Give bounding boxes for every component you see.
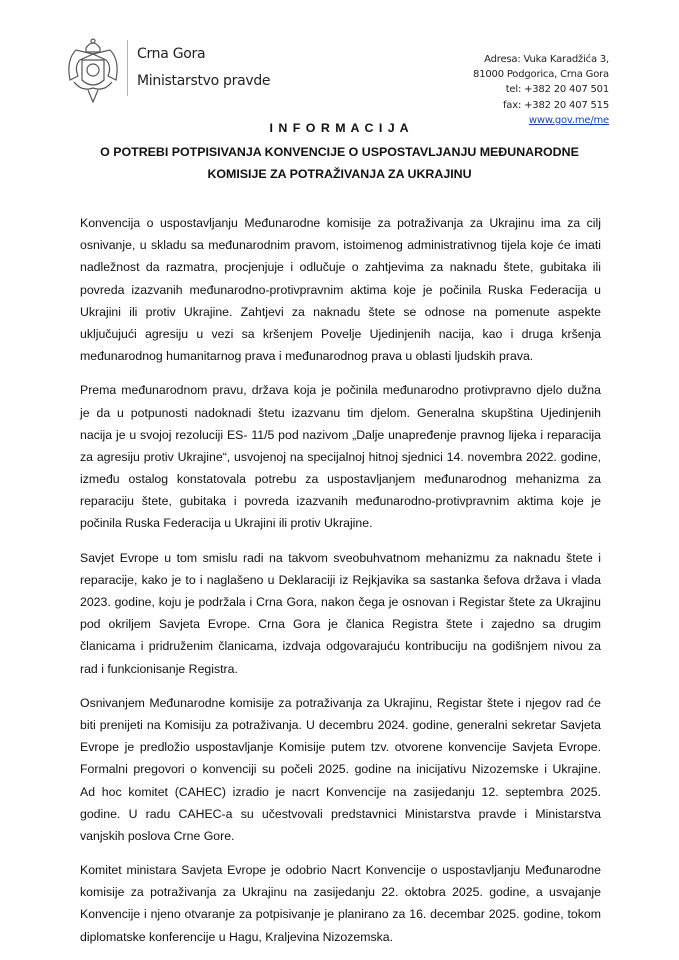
- paragraph-line: Komitet ministara Savjeta Evrope je odobrio Nacrt Konvencije o uspostavljanju Međunarodne: [80, 863, 601, 878]
- paragraph-line: između ostalog konstatovala potrebu za uspostavljanjem međunarodnog mehanizma za: [80, 472, 601, 487]
- paragraph-line: Konvencija o uspostavljanju Međunarodne komisije za potraživanja za Ukrajinu ima za cilj: [80, 216, 601, 230]
- paragraph-line: Prema međunarodnom pravu, država koja je počinila međunarodno protivpravno djelo dužna: [80, 383, 601, 398]
- paragraph-line: Savjet Evrope u tom smislu radi na takvom sveobuhvatnom mehanizmu za naknadu štete i: [80, 550, 601, 565]
- paragraph-line: počinila Ruska Federacija u Ukrajini ili protiv Ukrajine.: [80, 516, 373, 531]
- paragraph-line: rad i funkcionisanje Registra.: [80, 661, 238, 676]
- paragraph: [80, 379, 601, 534]
- paragraph-line: pod okriljem Savjeta Evrope. Crna Gora je članica Registra štete i zajedno sa drugim: [80, 617, 601, 632]
- address-line: Adresa: Vuka Karadžića 3,: [484, 54, 609, 65]
- address-line: 81000 Podgorica, Crna Gora: [473, 69, 609, 81]
- paragraph-line: Formalni pregovori o konvenciji su počeli 2025. godine na inicijativu Nizozemske i Ukrajine.: [80, 762, 601, 777]
- paragraph-line: međunarodnog humanitarnog prava i međunarodnog prava u oblasti ljudskih prava.: [80, 349, 534, 364]
- website-link[interactable]: www.gov.me/me: [528, 114, 609, 126]
- paragraph-line: Evrope je predložio uspostavljanje Komisije putem tzv. otvorene konvencije Savjeta Evrope.: [80, 740, 601, 755]
- paragraph-line: reparacije, kako je to i naglašeno u Deklaraciji iz Rejkjavika sa sastanka šefova država i vlada: [80, 572, 601, 587]
- document-title-line: KOMISIJE ZA POTRAŽIVANJA ZA UKRAJINU: [207, 167, 472, 181]
- paragraph-line: za agresiju protiv Ukrajine“, usvojenoj na specijalnoj hitnoj sjednici 14. novembra 2022. godine,: [80, 449, 601, 464]
- paragraph-line: 2023. godine, koju je podržala i Crna Gora, nakon čega je osnovan i Registar štete za Ukrajinu: [80, 595, 601, 609]
- paragraph-line: Konvencije i njeno otvaranje za potpisivanje je planirano za 16. decembar 2025. godine, tokom: [80, 907, 601, 922]
- document-title-line: O POTREBI POTPISIVANJA KONVENCIJE O USPOSTAVLJANJU MEĐUNARODNE: [100, 145, 579, 159]
- paragraph-line: komisije za potraživanja za Ukrajinu na zasijedanju 22. oktobra 2025. godine, a usvajanje: [80, 885, 601, 900]
- paragraph-line: godine. U radu CAHEC-a su učestvovali predstavnici Ministarstva pravde i Ministarstva: [80, 806, 601, 821]
- paragraph: [80, 859, 601, 948]
- paragraph-line: biti prenijeti na Komisiju za potraživanja. U decembru 2024. godine, generalni sekretar Savjeta: [80, 717, 601, 732]
- document-heading: I N F O R M A C I J A: [269, 121, 410, 135]
- paragraph-line: je da u potpunosti nadoknadi štetu izazvanu tim djelom. Generalna skupština Ujedinjenih: [80, 405, 601, 420]
- paragraph: [80, 212, 601, 367]
- coat-of-arms-logo: [64, 36, 122, 106]
- paragraph-line: Osnivanjem Međunarodne komisije za potraživanja za Ukrajinu, Registar štete i njegov rad će: [80, 695, 601, 710]
- paragraph-line: nadležnost da razmatra, procjenjuje i odlučuje o zahtjevima za naknadu štete, gubitaka ili: [80, 260, 601, 275]
- phone: tel: +382 20 407 501: [505, 84, 609, 96]
- org-country: Crna Gora: [137, 46, 206, 62]
- paragraph-line: Ad hoc komitet (CAHEC) izradio je nacrt Konvencije na zasijedanju 12. septembra 2025.: [80, 784, 601, 799]
- paragraph-line: diplomatske konferencije u Hagu, Kraljevina Nizozemska.: [80, 929, 394, 944]
- paragraph: [80, 547, 601, 680]
- paragraph-line: vanjskih poslova Crne Gore.: [80, 828, 235, 843]
- paragraph-line: povreda izazvanih međunarodno-protivpravnim aktima koje je počinila Ruska Federacija u: [80, 282, 601, 297]
- paragraph-line: Ukrajini ili protiv Ukrajine. Zahtjevi za naknadu štete se odnose na pomenute aspekte: [80, 304, 601, 319]
- paragraph-line: uključujući agresiju u vezi sa kršenjem Povelje Ujedinjenih nacija, kao i druga kršenja: [80, 326, 601, 341]
- contact-address: [473, 52, 609, 128]
- paragraph-line: nacija je u svojoj rezoluciji ES- 11/5 pod nazivom „Dalje unapređenje pravnog lijeka i reparacija: [80, 427, 601, 442]
- paragraph: [80, 692, 601, 847]
- header-divider: [127, 40, 128, 96]
- fax: fax: +382 20 407 515: [502, 99, 609, 111]
- document-body: [80, 212, 601, 960]
- paragraph-line: članicama i pridruženim članicama, izdvaja odgovarajuću kontribuciju na godišnjem nivou za: [80, 639, 601, 654]
- paragraph-line: osnivanje, u skladu sa međunarodnim pravom, istoimenog administrativnog tijela koje će imati: [80, 238, 601, 253]
- paragraph-line: reparaciju štete, gubitaka i povreda izazvanih međunarodno-protivpravnim aktima koje je: [80, 494, 601, 509]
- org-ministry: Ministarstvo pravde: [137, 73, 271, 89]
